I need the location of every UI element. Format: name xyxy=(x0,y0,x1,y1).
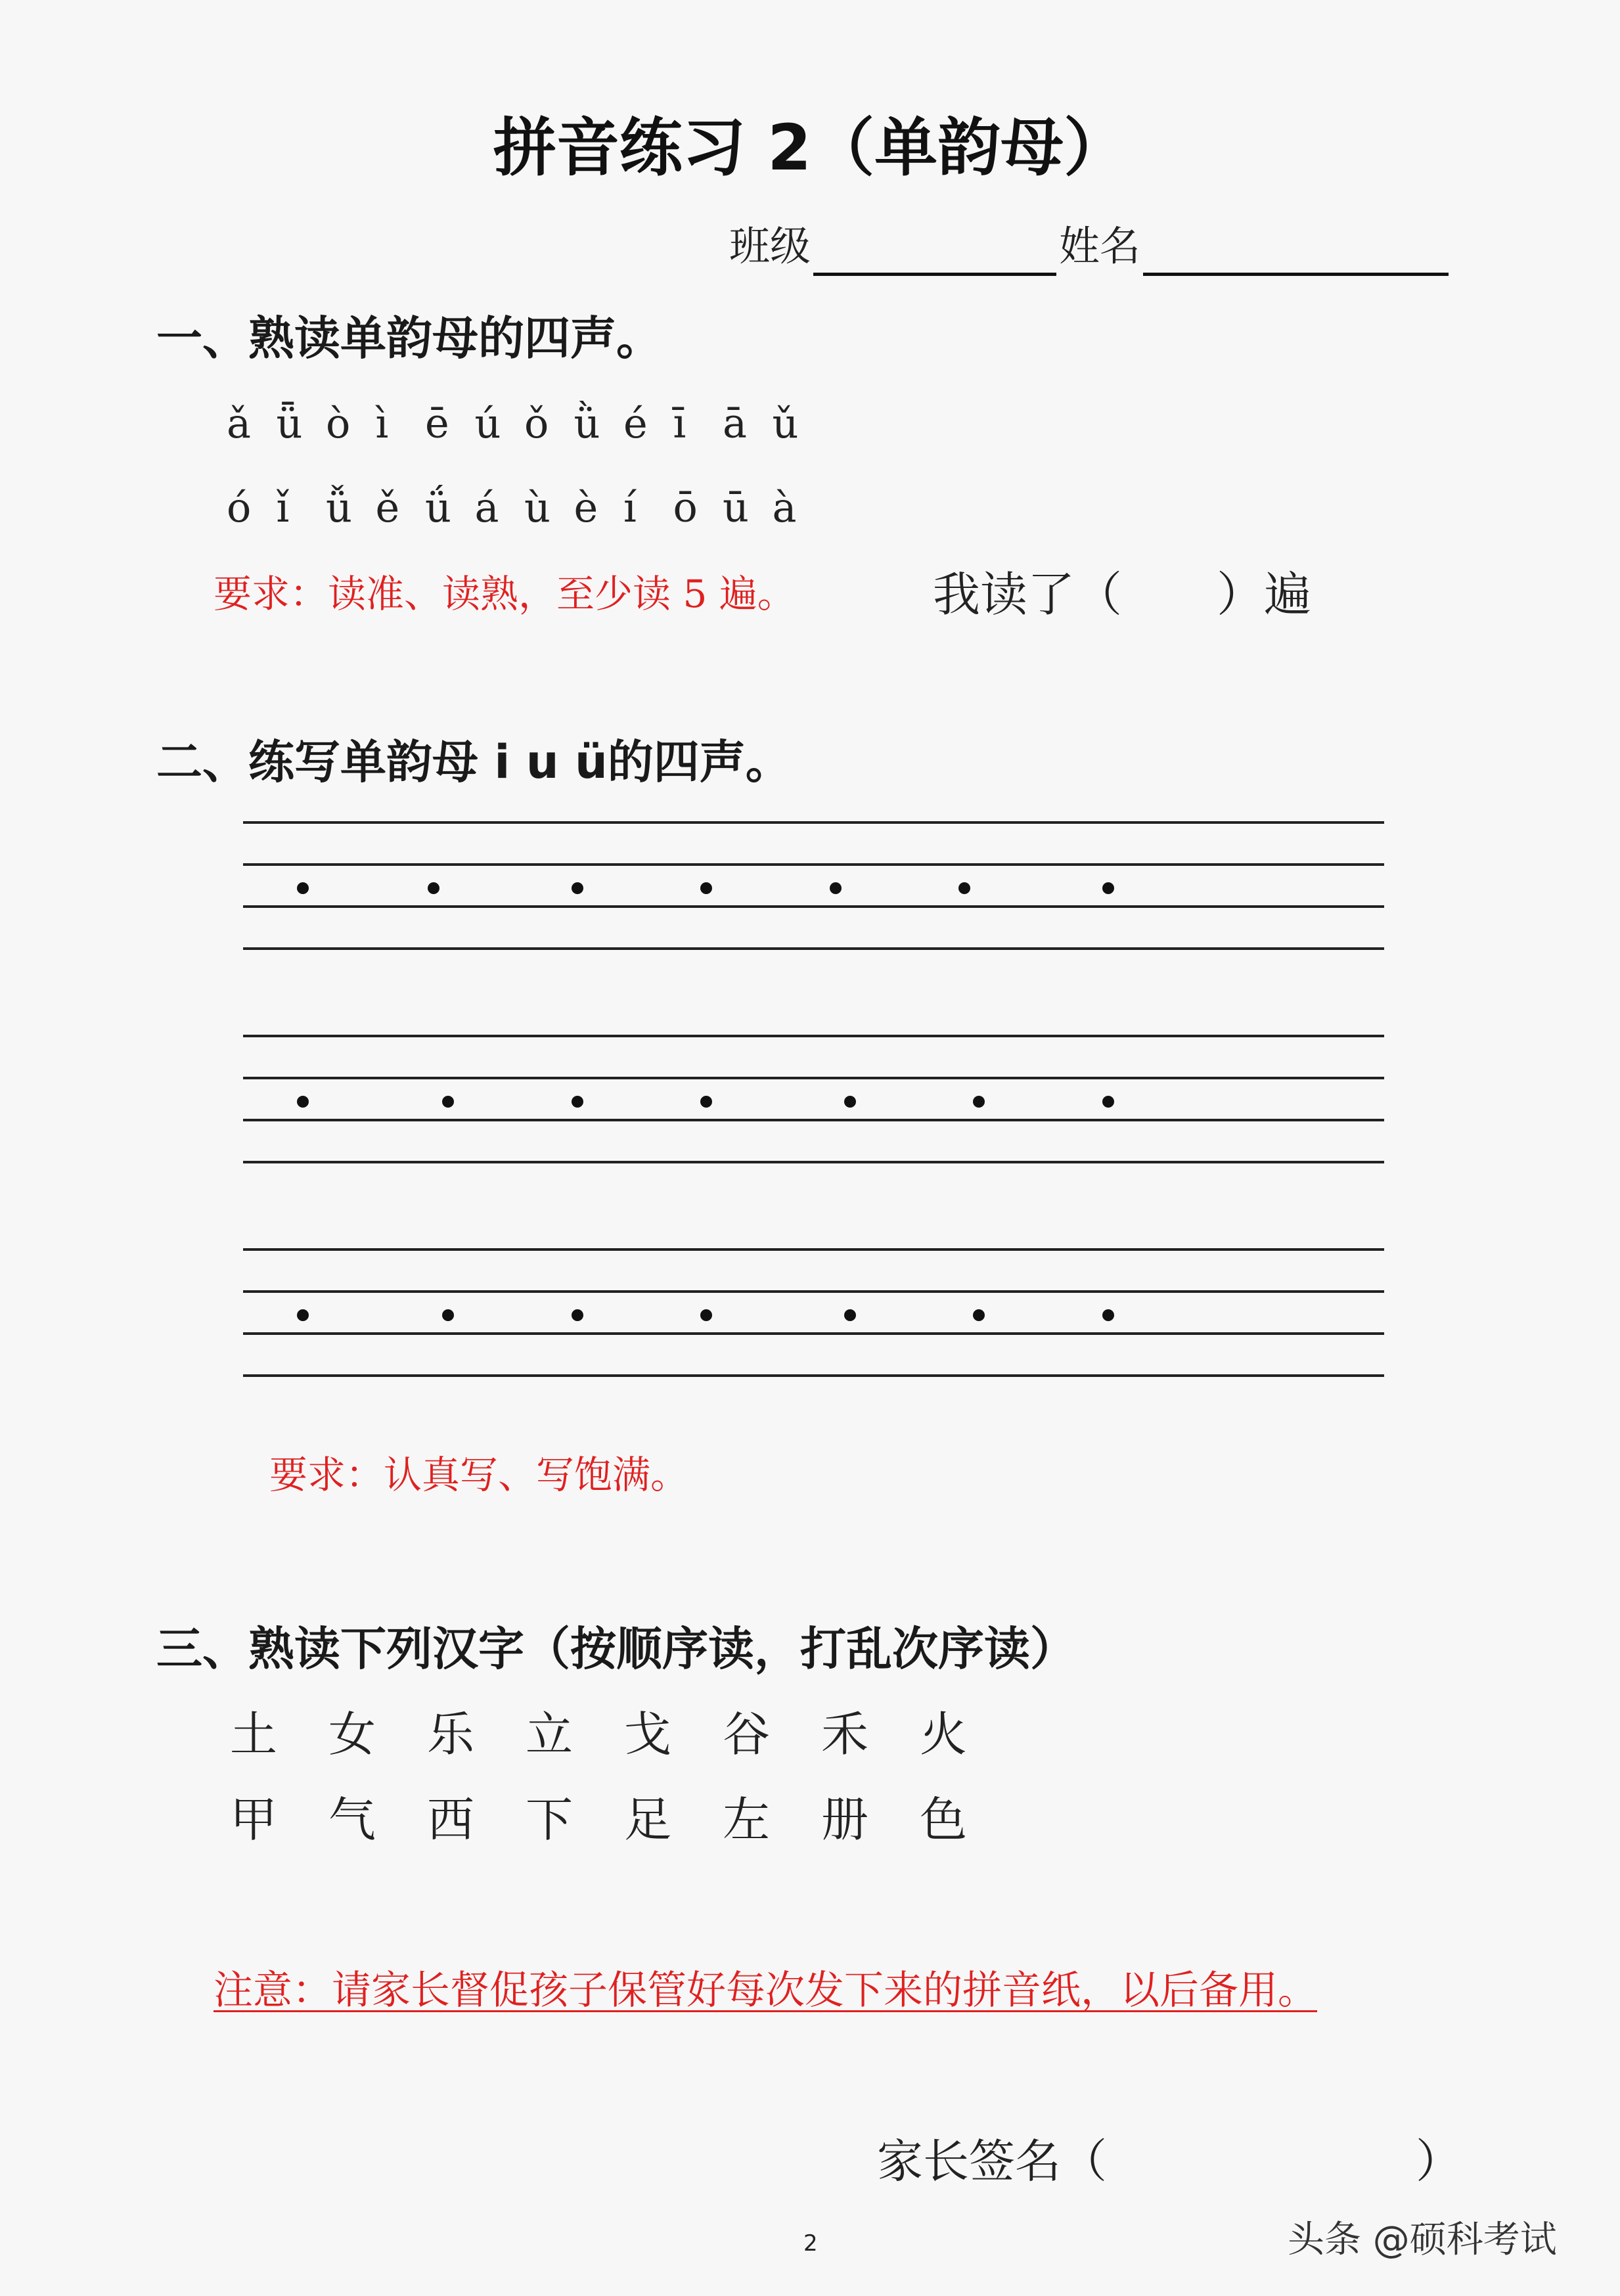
pinyin-syllable: é xyxy=(623,399,648,447)
hanzi-character: 色 xyxy=(920,1792,968,1847)
section2-requirement: 要求：认真写、写饱满。 xyxy=(269,1452,689,1497)
i-dot xyxy=(442,1096,454,1108)
i-dot xyxy=(830,882,842,894)
writing-line xyxy=(243,947,1384,950)
pinyin-syllable: ó xyxy=(227,484,252,531)
hanzi-character: 禾 xyxy=(821,1707,869,1762)
signature-close: ） xyxy=(1416,2134,1462,2188)
i-dot xyxy=(700,882,712,894)
writing-line xyxy=(243,1374,1384,1377)
hanzi-character: 册 xyxy=(821,1792,869,1847)
hanzi-character: 西 xyxy=(427,1792,475,1847)
name-label: 姓名 xyxy=(1059,222,1141,270)
i-dot xyxy=(973,1096,985,1108)
class-name-line xyxy=(729,217,1451,276)
hanzi-character: 谷 xyxy=(723,1707,771,1762)
pinyin-syllable: ī xyxy=(673,399,686,447)
signature-blank xyxy=(1107,2128,1416,2194)
pinyin-syllable: ǒ xyxy=(524,399,549,447)
writing-line xyxy=(243,1290,1384,1293)
pinyin-syllable: ǖ xyxy=(276,399,303,447)
section2-heading: 二、练写单韵母 i u ü的四声。 xyxy=(156,735,792,789)
signature-label: 家长签名（ xyxy=(877,2134,1107,2188)
i-dot xyxy=(572,1096,583,1108)
pinyin-row-1 xyxy=(227,394,822,453)
pinyin-syllable: í xyxy=(623,484,637,531)
pinyin-syllable: ō xyxy=(673,484,698,531)
hanzi-character: 戈 xyxy=(624,1707,672,1762)
i-dot xyxy=(572,1309,583,1321)
i-dot xyxy=(572,882,583,894)
section1-requirement: 要求：读准、读熟，至少读 5 遍。 xyxy=(214,572,796,616)
pinyin-syllable: ì xyxy=(375,399,389,447)
i-dot xyxy=(973,1309,985,1321)
pinyin-syllable: ǎ xyxy=(227,399,251,447)
i-dot xyxy=(1102,1096,1114,1108)
hanzi-row-2 xyxy=(230,1787,1018,1853)
i-dot xyxy=(844,1096,856,1108)
i-dot xyxy=(700,1309,712,1321)
hanzi-character: 气 xyxy=(328,1792,376,1847)
writing-lines-2 xyxy=(243,1035,1384,1166)
writing-lines-1 xyxy=(243,821,1384,953)
writing-line xyxy=(243,821,1384,824)
hanzi-character: 女 xyxy=(328,1707,376,1762)
pinyin-syllable: ú xyxy=(474,399,501,447)
parent-signature xyxy=(877,2128,1462,2194)
pinyin-syllable: ā xyxy=(723,399,747,447)
writing-line xyxy=(243,863,1384,866)
i-dot xyxy=(297,1309,309,1321)
hanzi-character: 下 xyxy=(526,1792,574,1847)
hanzi-character: 火 xyxy=(920,1707,968,1762)
i-dot xyxy=(1102,882,1114,894)
watermark: 头条 @硕科考试 xyxy=(1288,2218,1557,2261)
hanzi-character: 甲 xyxy=(230,1792,278,1847)
pinyin-syllable: è xyxy=(574,484,598,531)
pinyin-syllable: ǘ xyxy=(425,484,451,531)
pinyin-syllable: ǚ xyxy=(326,484,352,531)
page-title: 拼音练习 2（单韵母） xyxy=(493,111,1127,185)
hanzi-character: 土 xyxy=(230,1707,278,1762)
section3-heading: 三、熟读下列汉字（按顺序读，打乱次序读） xyxy=(156,1622,1076,1676)
pinyin-row-2 xyxy=(227,478,822,537)
i-dot xyxy=(844,1309,856,1321)
pinyin-syllable: ǔ xyxy=(772,399,799,447)
hanzi-character: 左 xyxy=(723,1792,771,1847)
hanzi-character: 乐 xyxy=(427,1707,475,1762)
writing-line xyxy=(243,1161,1384,1163)
writing-line xyxy=(243,905,1384,908)
pinyin-syllable: ǜ xyxy=(574,399,600,447)
i-dot xyxy=(297,882,309,894)
pinyin-syllable: á xyxy=(474,484,499,531)
read-count: 我读了（ ）遍 xyxy=(933,567,1312,622)
pinyin-syllable: ě xyxy=(375,484,400,531)
writing-line xyxy=(243,1119,1384,1121)
pinyin-syllable: ū xyxy=(723,484,749,531)
section1-heading: 一、熟读单韵母的四声。 xyxy=(156,311,662,365)
hanzi-character: 立 xyxy=(526,1707,574,1762)
writing-lines-3 xyxy=(243,1248,1384,1380)
page-number: 2 xyxy=(803,2230,818,2257)
i-dot xyxy=(958,882,970,894)
pinyin-syllable: ù xyxy=(524,484,551,531)
hanzi-row-1 xyxy=(230,1701,1018,1767)
pinyin-syllable: ǐ xyxy=(276,484,290,531)
i-dot xyxy=(442,1309,454,1321)
class-blank xyxy=(813,225,1056,276)
class-label: 班级 xyxy=(729,222,811,270)
hanzi-character: 足 xyxy=(624,1792,672,1847)
writing-line xyxy=(243,1332,1384,1335)
i-dot xyxy=(700,1096,712,1108)
i-dot xyxy=(428,882,439,894)
writing-line xyxy=(243,1077,1384,1079)
i-dot xyxy=(297,1096,309,1108)
parent-notice: 注意：请家长督促孩子保管好每次发下来的拼音纸，以后备用。 xyxy=(214,1968,1317,2014)
pinyin-syllable: ò xyxy=(326,399,351,447)
i-dot xyxy=(1102,1309,1114,1321)
name-blank xyxy=(1143,225,1449,276)
writing-line xyxy=(243,1035,1384,1037)
writing-line xyxy=(243,1248,1384,1251)
pinyin-syllable: ē xyxy=(425,399,449,447)
pinyin-syllable: à xyxy=(772,484,797,531)
